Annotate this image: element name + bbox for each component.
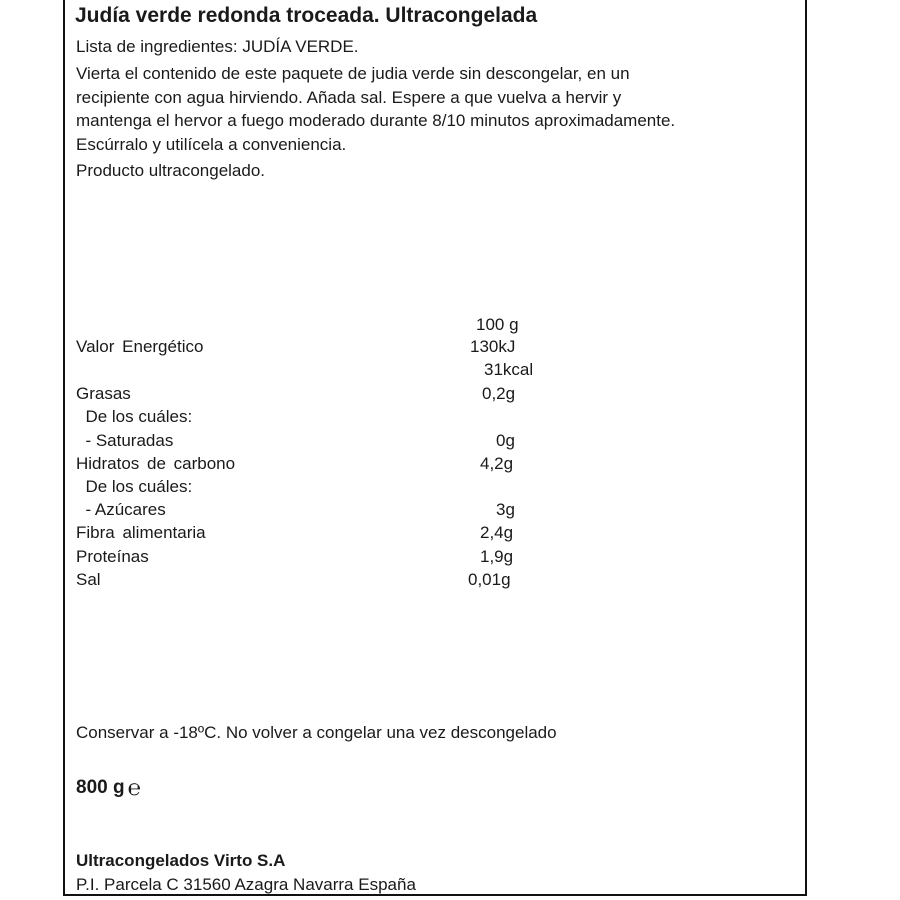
nutrition-row-label: - Saturadas [76,431,174,450]
nutrition-row-label: De los cuáles: [76,407,193,426]
ingredients-line: Lista de ingredientes: JUDÍA VERDE. [76,37,359,56]
nutrition-row-label: Fibra alimentaria [76,523,206,542]
nutrition-header: 100 g [476,315,519,334]
company-address: P.I. Parcela C 31560 Azagra Navarra España [76,875,416,894]
nutrition-row-value: 0,2g [482,384,516,403]
energy-kcal: 31kcal [484,360,534,379]
instructions-line: recipiente con agua hirviendo. Añada sal. Espere a que vuelva a hervir y [76,88,622,107]
nutrition-row-label: Hidratos de carbono [76,454,236,473]
nutrition-row-label: Proteínas [76,547,149,566]
nutrition-row-value: 1,9g [480,547,514,566]
instructions-line: Vierta el contenido de este paquete de judia verde sin descongelar, en un [76,64,630,83]
product-title: Judía verde redonda troceada. Ultracongelada [75,4,538,27]
nutrition-row-value: 0g [496,431,515,450]
nutrition-row-value: 0,01g [468,570,511,589]
net-weight [76,777,141,799]
nutrition-row-label: Grasas [76,384,131,403]
nutrition-row-label: - Azúcares [76,500,166,519]
instructions-line: Escúrralo y utilícela a conveniencia. [76,135,347,154]
nutrition-row-label: De los cuáles: [76,477,193,496]
estimated-sign-icon: ℮ [127,775,141,800]
nutrition-row-value: 3g [496,500,515,519]
storage-instructions: Conservar a -18ºC. No volver a congelar una vez descongelado [76,723,557,742]
instructions-line: mantenga el hervor a fuego moderado durante 8/10 minutos aproximadamente. [76,111,676,130]
energy-label: Valor Energético [76,337,204,356]
company-name: Ultracongelados Virto S.A [76,851,286,870]
instructions-line: Producto ultracongelado. [76,161,266,180]
energy-kj: 130kJ [470,337,516,356]
nutrition-row-label: Sal [76,570,101,589]
nutrition-row-value: 2,4g [480,523,514,542]
net-weight-value: 800 g [76,777,125,798]
nutrition-row-value: 4,2g [480,454,514,473]
